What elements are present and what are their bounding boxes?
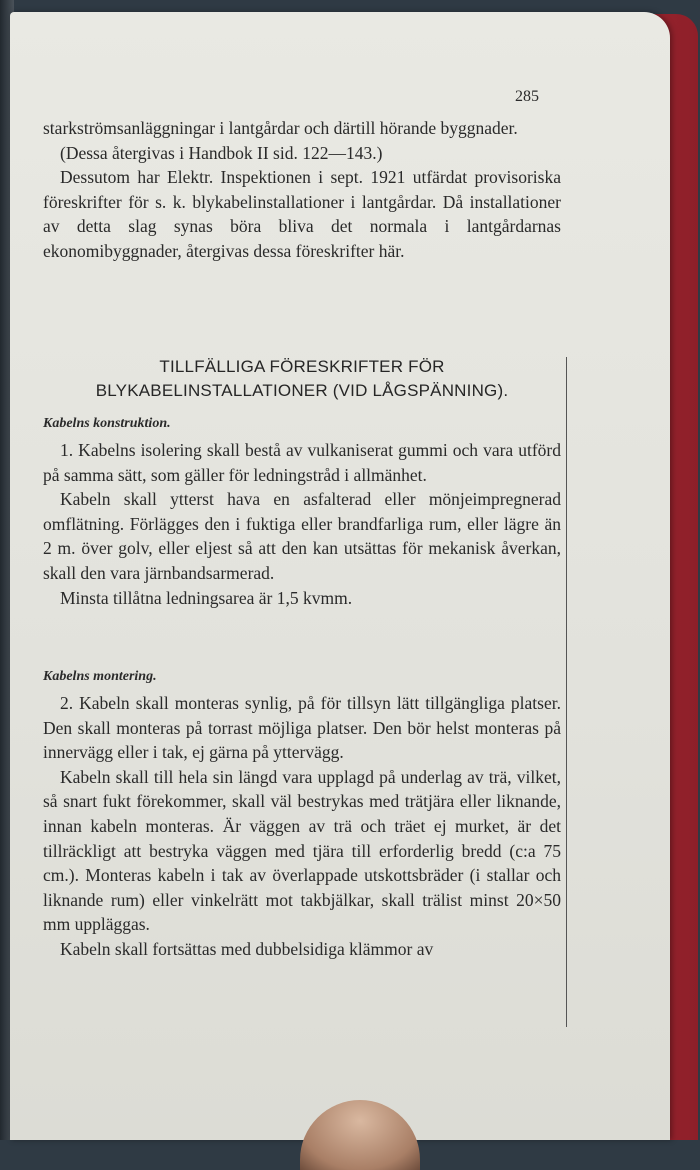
page-number: 285 [515, 88, 539, 105]
section-construction [43, 438, 561, 610]
book-page [10, 12, 670, 1140]
paragraph: Minsta tillåtna ledningsarea är 1,5 kvmm. [60, 587, 353, 608]
intro-paragraph-1: starkströmsanläggningar i lantgårdar och därtill hörande byggnader. [43, 118, 518, 138]
section-heading: TILLFÄLLIGA FÖRESKRIFTER FÖR BLYKABELINSTALLATIONER (VID LÅGSPÄNNING). [95, 357, 509, 400]
subheading-mounting: Kabelns montering. [43, 669, 157, 684]
margin-rule-line [566, 357, 567, 1027]
intro-paragraph-2: (Dessa återgivas i Handbok II sid. 122—143.) [60, 142, 383, 163]
intro-text [43, 116, 561, 264]
intro-paragraph-3: Dessutom har Elektr. Inspektionen i sept. 1921 utfärdat provisoriska föreskrifter för s. k. blykabelinstallationer i lantgårdar. Då installationer av detta slag synas böra bliva det normala i lantgårdarnas ekonomibyggnader, återgivas dessa föreskrifter här. [43, 167, 561, 261]
paragraph: Kabeln skall ytterst hava en asfalterad eller mönjeimpregnerad omflätning. Förlägges den i fuktiga eller brandfarliga rum, eller lägre än 2 m. över golv, eller eljest så att den kan utsättas för mekanisk åverkan, skall den vara järnbandsarmerad. [43, 489, 561, 583]
paragraph: 2. Kabeln skall monteras synlig, på för tillsyn lätt tillgängliga platser. Den skall monteras på torrast möjliga platser. Den bör helst monteras på innervägg eller i tak, ej gärna på yttervägg. [43, 693, 561, 763]
section-mounting [43, 691, 561, 962]
subheading-construction: Kabelns konstruktion. [43, 416, 171, 431]
paragraph: 1. Kabelns isolering skall bestå av vulkaniserat gummi och vara utförd på samma sätt, som gäller för ledningstråd i allmänhet. [43, 440, 561, 485]
paragraph: Kabeln skall fortsättas med dubbelsidiga klämmor av [60, 938, 434, 959]
paragraph: Kabeln skall till hela sin längd vara upplagd på underlag av trä, vilket, så snart fukt förekommer, skall väl bestrykas med trätjära eller liknande, innan kabeln monteras. Är väggen av trä och träet ej murket, är det tillräckligt att bestryka väggen med tjära till erforderlig bredd (c:a 75 cm.). Monteras kabeln i tak av överlappade utskottsbräder (i stallar och liknande rum) eller vinkelrätt mot takbjälkar, skall trälist minst 20×50 mm uppläggas. [43, 766, 561, 935]
